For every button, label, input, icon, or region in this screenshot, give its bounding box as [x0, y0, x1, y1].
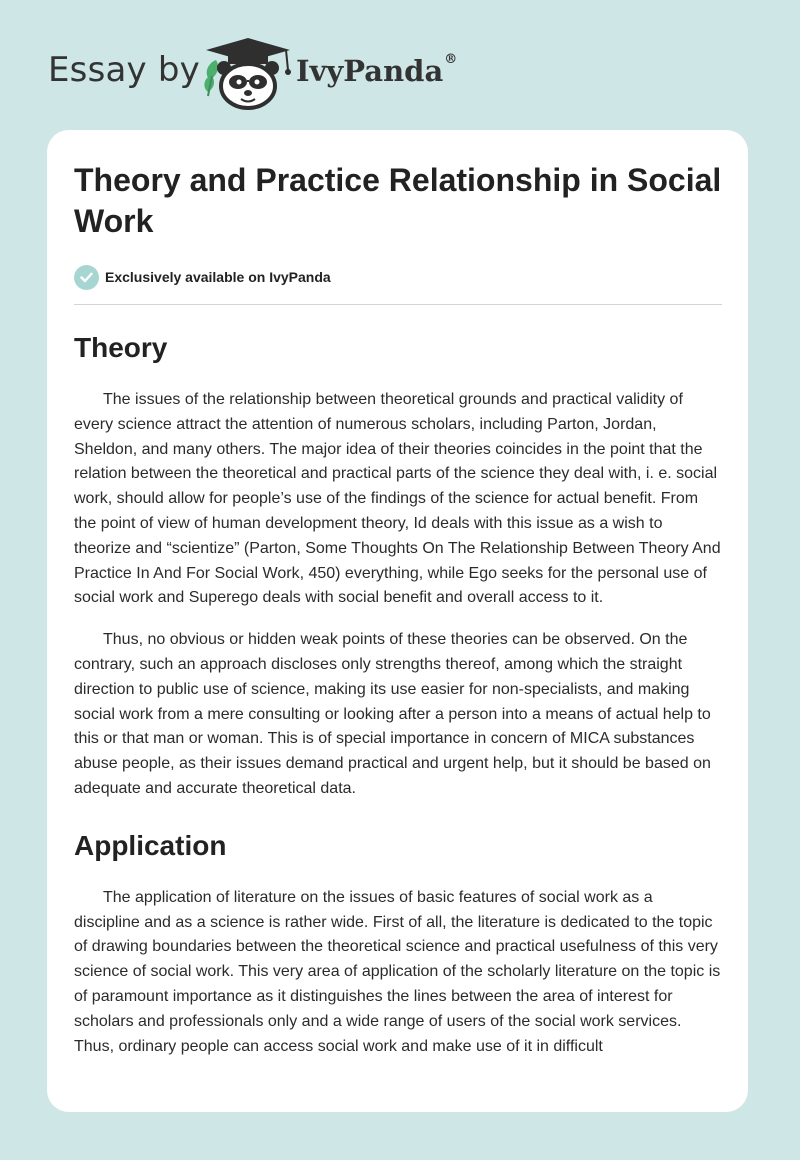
registered-mark: ®: [444, 52, 458, 67]
site-header: [0, 0, 800, 130]
brand-name: IvyPanda: [296, 54, 444, 88]
exclusive-badge: [74, 263, 722, 291]
essay-by-label: Essay by: [48, 50, 200, 90]
application-paragraph-1: The application of literature on the issues of basic features of social work as a discipline and as a science is rather wide. First of all, the literature is dedicated to the topic of drawing boundaries between the theoretical science and practical usefulness of this very science of social work. This very area of application of the scholarly literature on the topic is of paramount importance as it distinguishes the lines between the area of interest for scholars and professionals only and a wide range of users of the social work services. Thus, ordinary people can access social work and make use of it in difficult: [74, 888, 721, 1055]
brand-logo-text[interactable]: [296, 54, 457, 88]
exclusive-badge-text: Exclusively available on IvyPanda: [105, 269, 331, 285]
title-divider: [74, 304, 722, 305]
article-card: [47, 130, 748, 1112]
section-heading-theory: Theory: [74, 332, 168, 363]
article-body: [74, 160, 722, 1059]
section-heading-application: Application: [74, 829, 227, 861]
article-title: Theory and Practice Relationship in Social Work: [74, 162, 722, 239]
theory-paragraph-2: Thus, no obvious or hidden weak points of these theories can be observed. On the contrary, such an approach discloses only strengths thereof, among which the straight direction to public use of science, making its use easier for non-specialists, and making social work from a mere consulting or looking after a person into a means of actual help to this or that man or woman. This is of special importance in concern of MICA substances abuse people, as their issues demand practical and urgent help, but it should be based on adequate and accurate theoretical data.: [74, 631, 711, 797]
panda-graduation-cap-icon[interactable]: [198, 36, 298, 110]
check-circle-icon: [74, 265, 99, 290]
theory-paragraph-1: The issues of the relationship between theoretical grounds and practical validity of every science attract the attention of numerous scholars, including Parton, Jordan, Sheldon, and many others. The major idea of their theories coincides in the point that the relation between the theoretical and practical parts of the science they deal with, i. e. social work, should allow for people’s use of the findings of the science for actual benefit. From the point of view of human development theory, Id deals with this issue as a wish to theorize and “scientize” (Parton, Some Thoughts On The Relationship Between Theory And Practice In And For Social Work, 450) everything, while Ego seeks for the personal use of social work and Superego deals with social benefit and overall access to it.: [74, 391, 721, 607]
